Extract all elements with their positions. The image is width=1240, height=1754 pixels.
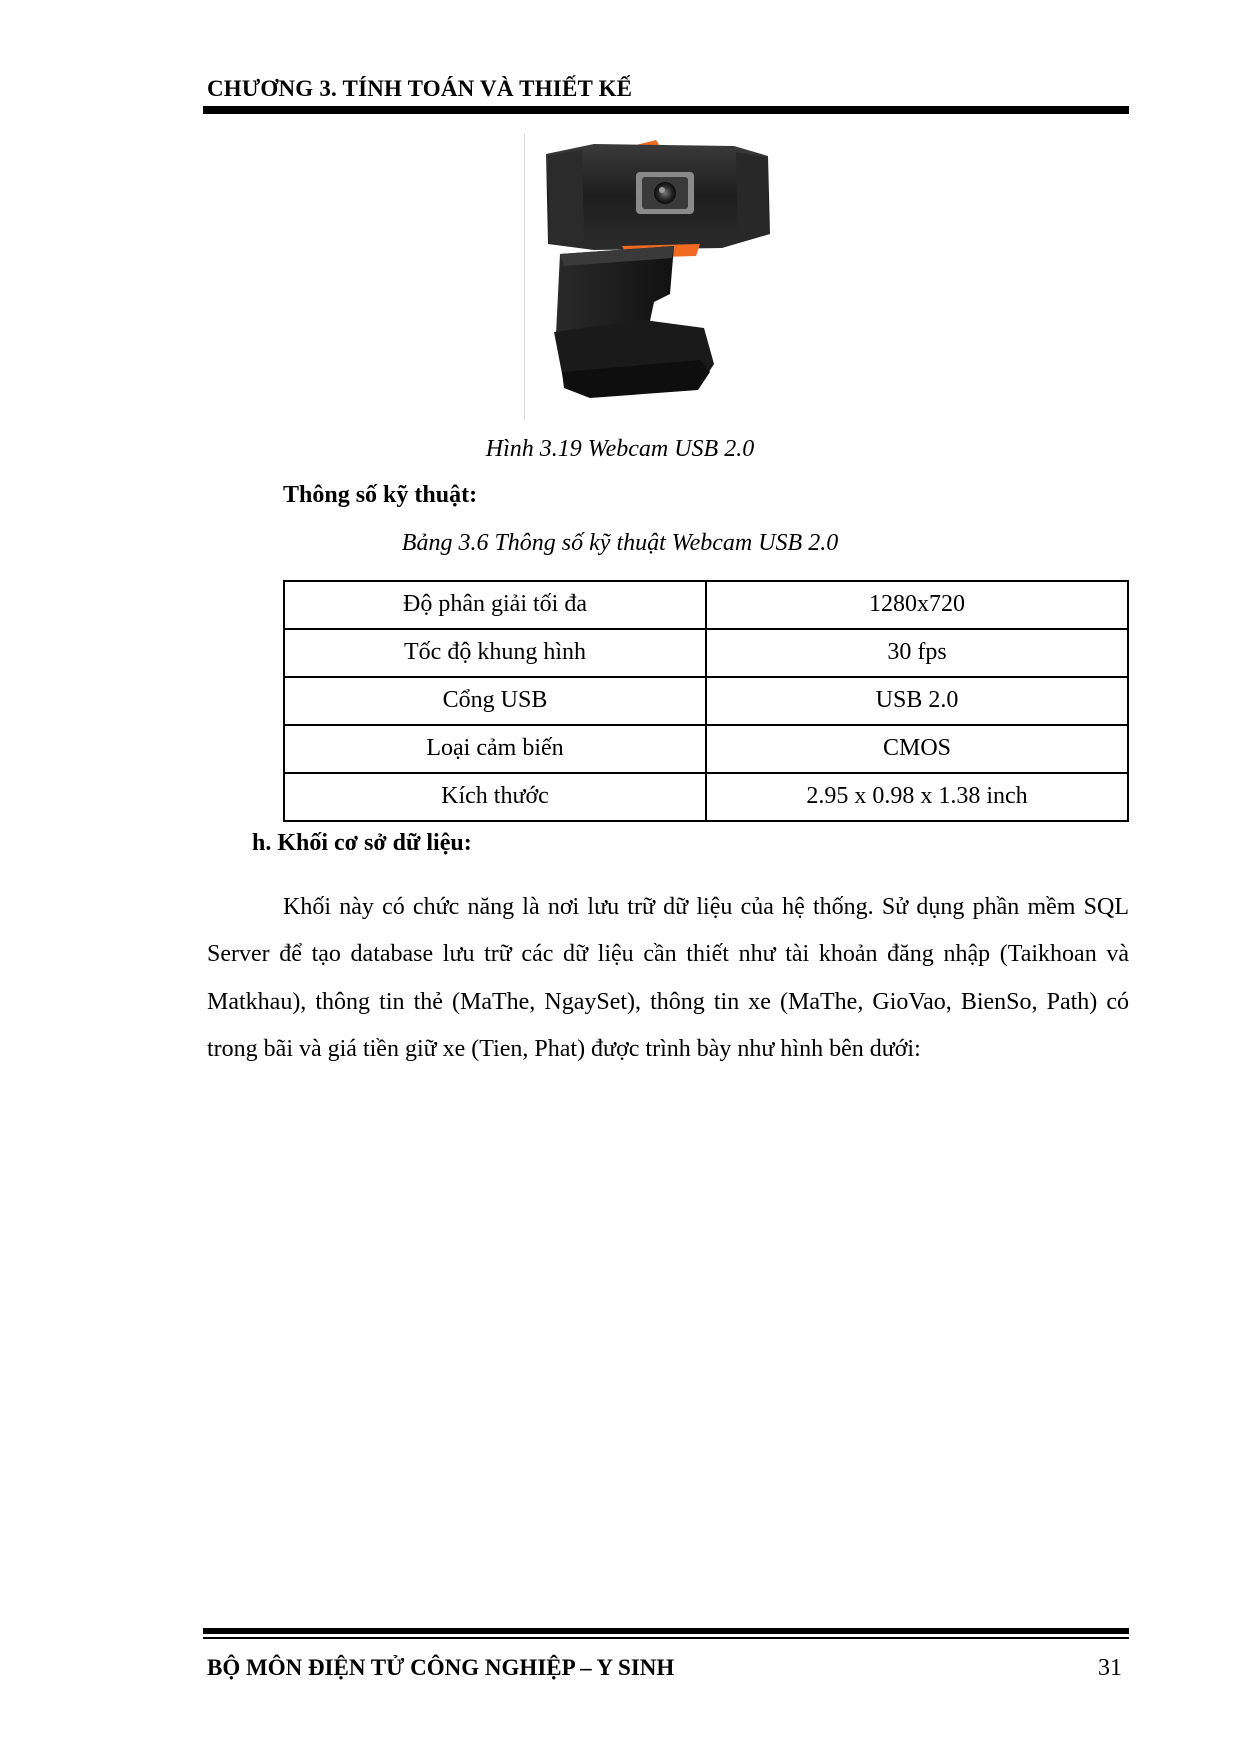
table-row	[284, 773, 1128, 821]
table-row	[284, 629, 1128, 677]
webcam-image	[524, 134, 826, 420]
body-paragraph	[207, 884, 1129, 1073]
footer-rule-thick	[203, 1628, 1129, 1634]
paragraph-text: Khối này có chức năng là nơi lưu trữ dữ liệu của hệ thống. Sử dụng phần mềm SQL Server để tạo database lưu trữ các dữ liệu cần thiết như tài khoản đăng nhập (Taikhoan và Matkhau), thông tin thẻ (MaThe, NgaySet), thông tin xe (MaThe, GioVao, BienSo, Path) có trong bãi và giá tiền giữ xe (Tien, Phat) được trình bày như hình bên dưới:	[207, 894, 1129, 1062]
spec-label: Tốc độ khung hình	[284, 629, 706, 677]
spec-value: 2.95 x 0.98 x 1.38 inch	[706, 773, 1128, 821]
spec-label: Cổng USB	[284, 677, 706, 725]
page-number: 31	[1098, 1655, 1122, 1681]
header-rule	[203, 106, 1129, 114]
spec-value: 30 fps	[706, 629, 1128, 677]
specs-heading: Thông số kỹ thuật:	[283, 482, 478, 508]
footer-department: BỘ MÔN ĐIỆN TỬ CÔNG NGHIỆP – Y SINH	[207, 1655, 675, 1680]
spec-label: Kích thước	[284, 773, 706, 821]
table-caption: Bảng 3.6 Thông số kỹ thuật Webcam USB 2.0	[401, 530, 839, 556]
table-row	[284, 581, 1128, 629]
spec-value: 1280x720	[706, 581, 1128, 629]
figure-caption: Hình 3.19 Webcam USB 2.0	[485, 436, 755, 462]
spec-label: Loại cảm biến	[284, 725, 706, 773]
table-row	[284, 725, 1128, 773]
chapter-title: CHƯƠNG 3. TÍNH TOÁN VÀ THIẾT KẾ	[207, 76, 633, 101]
table-row	[284, 677, 1128, 725]
spec-value: CMOS	[706, 725, 1128, 773]
footer-rule-thin	[203, 1637, 1129, 1639]
section-heading: h. Khối cơ sở dữ liệu:	[252, 830, 472, 856]
spec-table	[283, 580, 1129, 822]
spec-value: USB 2.0	[706, 677, 1128, 725]
spec-label: Độ phân giải tối đa	[284, 581, 706, 629]
